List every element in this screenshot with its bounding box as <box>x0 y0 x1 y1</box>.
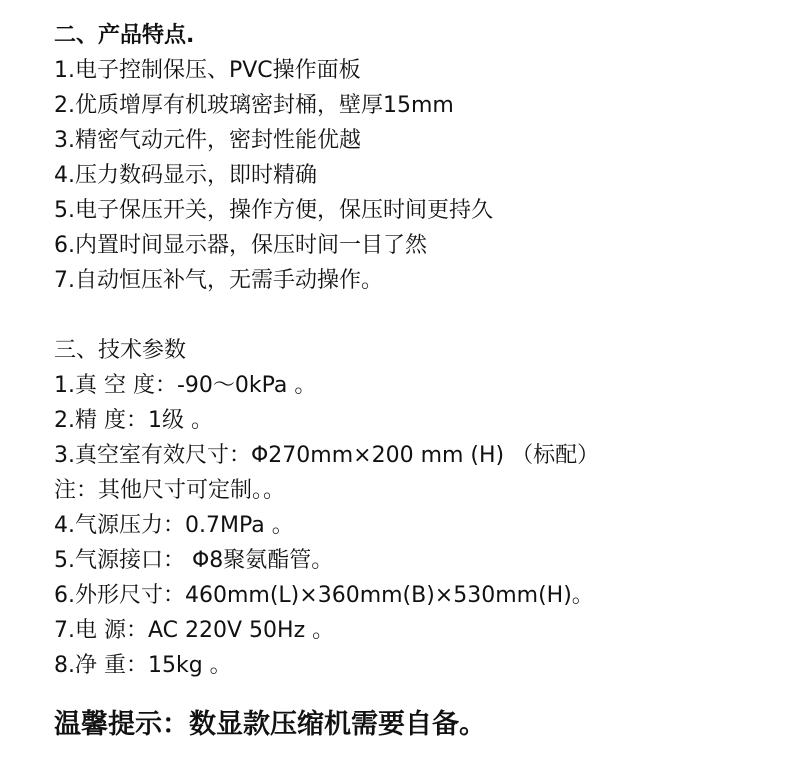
document-body <box>54 18 774 683</box>
specs-heading: 三、技术参数 <box>54 338 187 363</box>
spec-note: 注：其他尺寸可定制。。 <box>54 478 286 503</box>
feature-item: 1.电子控制保压、PVC操作面板 <box>54 58 361 83</box>
spec-item: 5.气源接口： Φ8聚氨酯管。 <box>54 548 334 573</box>
feature-item: 5.电子保压开关，操作方便，保压时间更持久 <box>54 198 493 223</box>
feature-item: 4.压力数码显示，即时精确 <box>54 163 317 188</box>
spec-item: 2.精 度：1级 。 <box>54 408 213 433</box>
spec-item: 4.气源压力：0.7MPa 。 <box>54 513 294 538</box>
section-gap <box>54 298 774 333</box>
feature-item: 7.自动恒压补气，无需手动操作。 <box>54 268 383 293</box>
spec-item: 7.电 源：AC 220V 50Hz 。 <box>54 618 335 643</box>
feature-item: 3.精密气动元件，密封性能优越 <box>54 128 361 153</box>
spec-item: 6.外形尺寸：460mm(L)×360mm(B)×530mm(H)。 <box>54 583 594 608</box>
features-heading: 二、产品特点. <box>54 23 195 48</box>
feature-item: 2.优质增厚有机玻璃密封桶，壁厚15mm <box>54 93 454 118</box>
spec-item: 3.真空室有效尺寸：Φ270mm×200 mm (H) （标配） <box>54 443 600 468</box>
spec-item: 1.真 空 度：-90～0kPa 。 <box>54 373 317 398</box>
feature-item: 6.内置时间显示器，保压时间一目了然 <box>54 233 427 258</box>
warm-tip: 温馨提示：数显款压缩机需要自备。 <box>54 709 486 740</box>
spec-item: 8.净 重：15kg 。 <box>54 653 232 678</box>
